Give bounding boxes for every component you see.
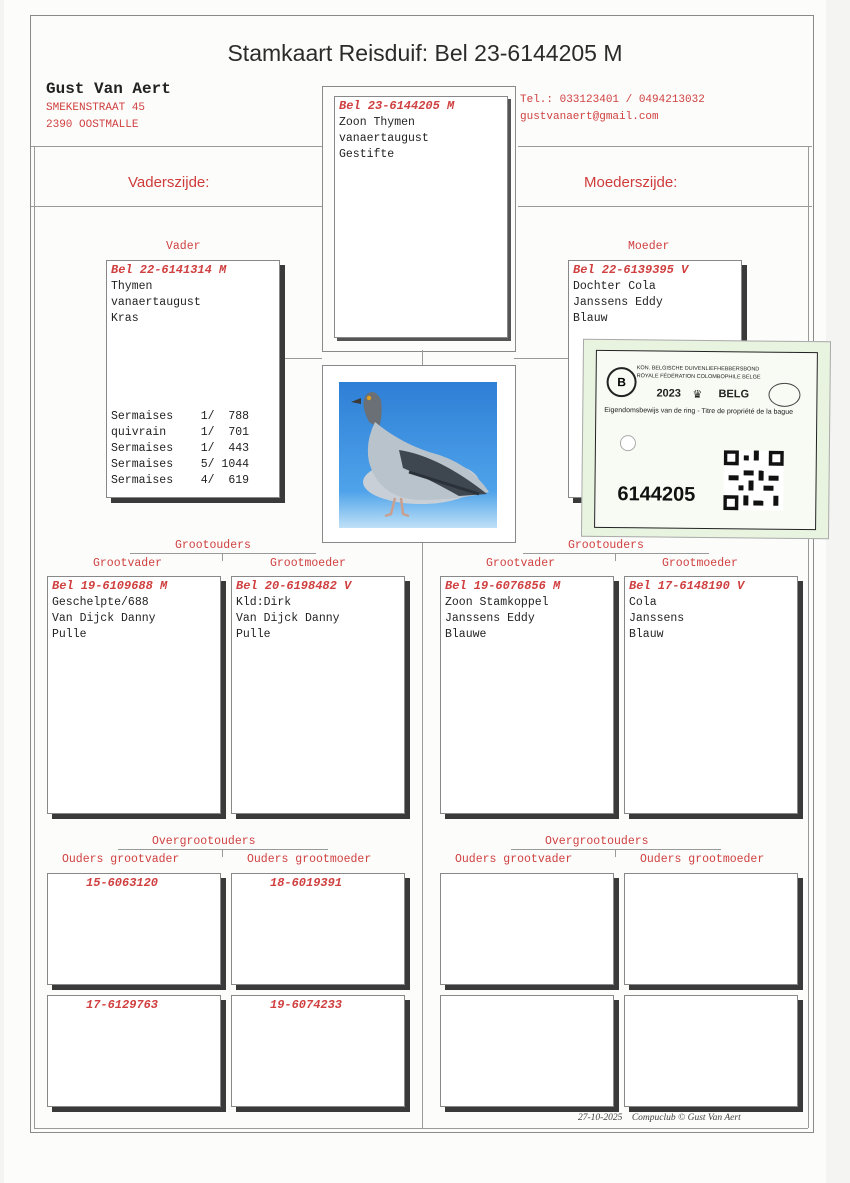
great-grandparent-card	[231, 995, 405, 1107]
great-grandparents-bracket-right	[511, 849, 721, 850]
ring-year: 2023	[656, 387, 682, 400]
great-grandparents-bracket-left	[118, 849, 328, 850]
parents-grandfather-label-left: Ouders grootvader	[62, 853, 180, 866]
grandparent-line: Janssens	[629, 612, 685, 625]
great-grandparent-ring-number: 17-6129763	[86, 998, 159, 1012]
great-grandparent-ring-number	[625, 996, 797, 998]
great-grandparent-ring-number	[441, 874, 613, 876]
race-result: Sermaises 4/ 619	[111, 474, 250, 487]
parents-grandfather-label-right: Ouders grootvader	[455, 853, 573, 866]
grandparent-line: Blauw	[629, 628, 664, 641]
mother-label: Moeder	[628, 240, 670, 253]
header-divider	[518, 146, 812, 147]
grandparent-ring-number: Bel 20-6198482 V	[236, 579, 352, 593]
race-result: Sermaises 5/ 1044	[111, 458, 250, 471]
sides-divider	[518, 206, 812, 207]
grandparent-line: Cola	[629, 596, 657, 609]
great-grandparent-ring-number: 15-6063120	[86, 876, 159, 890]
sides-divider	[31, 206, 325, 207]
grandfather-label-left: Grootvader	[93, 557, 163, 570]
grandparents-label-right: Grootouders	[568, 539, 644, 552]
race-result: Sermaises 1/ 443	[111, 442, 250, 455]
grandparent-line: Geschelpte/688	[52, 596, 149, 609]
crown-icon: ♛	[692, 388, 703, 401]
grandparent-info	[441, 595, 613, 643]
federation-logo-icon: B	[606, 367, 636, 397]
race-result: quivrain 1/ 701	[111, 426, 250, 439]
great-grandparent-card	[47, 995, 221, 1107]
subject-connector	[422, 350, 423, 365]
grandparents-label-left: Grootouders	[175, 539, 251, 552]
grandparent-ring-number: Bel 17-6148190 V	[629, 579, 745, 593]
parent-connector	[514, 358, 574, 359]
qr-code-icon	[723, 450, 784, 511]
owner-name: Gust Van Aert	[46, 80, 171, 98]
great-grandparent-ring-number: 18-6019391	[270, 876, 343, 890]
grandparents-bracket-tick	[222, 553, 223, 561]
grandparent-info	[232, 595, 404, 643]
grandfather-label-right: Grootvader	[486, 557, 556, 570]
great-grandparents-bracket-tick	[615, 849, 616, 857]
subject-line: Gestifte	[339, 148, 395, 161]
grandparent-card	[47, 576, 221, 814]
grandmother-label-right: Grootmoeder	[662, 557, 738, 570]
ring-number: 6144205	[617, 483, 696, 506]
owner-street: SMEKENSTRAAT 45	[46, 102, 146, 114]
parent-connector	[280, 358, 322, 359]
subject-card	[334, 96, 508, 338]
subject-info	[335, 115, 507, 163]
great-grandparents-label-left: Overgrootouders	[152, 835, 256, 848]
mother-line: Janssens Eddy	[573, 296, 663, 309]
grandparent-line: Janssens Eddy	[445, 612, 535, 625]
mother-info	[569, 279, 741, 327]
great-grandparent-ring-number: 19-6074233	[270, 998, 343, 1012]
great-grandparent-card	[440, 995, 614, 1107]
great-grandparent-card	[624, 873, 798, 985]
federation-name-fr: ROYALE FÉDÉRATION COLOMBOPHILE BELGE	[636, 373, 761, 381]
grandparent-card	[624, 576, 798, 814]
grandmother-label-left: Grootmoeder	[270, 557, 346, 570]
grandparent-ring-number: Bel 19-6109688 M	[52, 579, 168, 593]
great-grandparent-card	[231, 873, 405, 985]
race-result: Sermaises 1/ 788	[111, 410, 250, 423]
globe-logo-icon	[768, 383, 800, 407]
subject-ring-number: Bel 23-6144205 M	[339, 99, 455, 113]
parents-grandmother-label-right: Ouders grootmoeder	[640, 853, 765, 866]
great-grandparent-ring-number	[625, 874, 797, 876]
grandparent-line: Van Dijck Danny	[52, 612, 156, 625]
owner-phone: Tel.: 033123401 / 0494213032	[520, 94, 705, 106]
mother-ring-number: Bel 22-6139395 V	[573, 263, 689, 277]
grandparent-line: Pulle	[236, 628, 271, 641]
grandparent-line: Van Dijck Danny	[236, 612, 340, 625]
grandparent-ring-number: Bel 19-6076856 M	[445, 579, 561, 593]
ring-country: BELG	[718, 388, 750, 401]
grandparents-bracket-left	[130, 553, 316, 554]
father-side-heading: Vaderszijde:	[128, 174, 210, 191]
owner-city: 2390 OOSTMALLE	[46, 119, 139, 131]
ring-card-inner	[594, 350, 818, 530]
punch-hole	[620, 435, 636, 451]
great-grandparent-card	[47, 873, 221, 985]
father-line: Thymen	[111, 280, 153, 293]
father-card	[106, 260, 280, 498]
father-ring-number: Bel 22-6141314 M	[111, 263, 227, 277]
grandparent-info	[625, 595, 797, 643]
mother-side-heading: Moederszijde:	[584, 174, 678, 191]
ownership-text: Eigendomsbewijs van de ring - Titre de propriété de la bague	[604, 406, 794, 416]
grandparent-line: Kld:Dirk	[236, 596, 292, 609]
owner-email: gustvanaert@gmail.com	[520, 111, 659, 123]
great-grandparent-card	[624, 995, 798, 1107]
footer-credit: 27-10-2025 Compuclub © Gust Van Aert	[578, 1113, 741, 1123]
father-results	[111, 409, 249, 489]
federation-name-nl: KON. BELGISCHE DUIVENLIEFHEBBERSBOND	[636, 365, 760, 373]
grandparents-bracket-tick	[615, 553, 616, 561]
grandparent-line: Blauwe	[445, 628, 487, 641]
father-line: Kras	[111, 312, 139, 325]
father-line: vanaertaugust	[111, 296, 201, 309]
pigeon-photo-frame	[322, 365, 516, 543]
great-grandparent-card	[440, 873, 614, 985]
mother-line: Dochter Cola	[573, 280, 656, 293]
grandparent-card	[440, 576, 614, 814]
left-inner-border	[34, 146, 35, 1128]
header-divider	[31, 146, 325, 147]
grandparent-line: Zoon Stamkoppel	[445, 596, 549, 609]
page-title: Stamkaart Reisduif: Bel 23-6144205 M	[227, 40, 623, 66]
great-grandparents-bracket-tick	[222, 849, 223, 857]
bottom-inner-border	[34, 1128, 808, 1129]
subject-line: Zoon Thymen	[339, 116, 415, 129]
right-inner-border	[808, 146, 809, 1128]
grandparent-card	[231, 576, 405, 814]
grandparents-bracket-right	[523, 553, 709, 554]
parents-grandmother-label-left: Ouders grootmoeder	[247, 853, 372, 866]
mother-line: Blauw	[573, 312, 608, 325]
pigeon-photo	[339, 382, 497, 528]
great-grandparents-label-right: Overgrootouders	[545, 835, 649, 848]
father-info	[107, 279, 279, 327]
grandparent-info	[48, 595, 220, 643]
grandparent-line: Pulle	[52, 628, 87, 641]
ring-ownership-card	[581, 339, 831, 540]
father-label: Vader	[166, 240, 201, 253]
great-grandparent-ring-number	[441, 996, 613, 998]
subject-line: vanaertaugust	[339, 132, 429, 145]
